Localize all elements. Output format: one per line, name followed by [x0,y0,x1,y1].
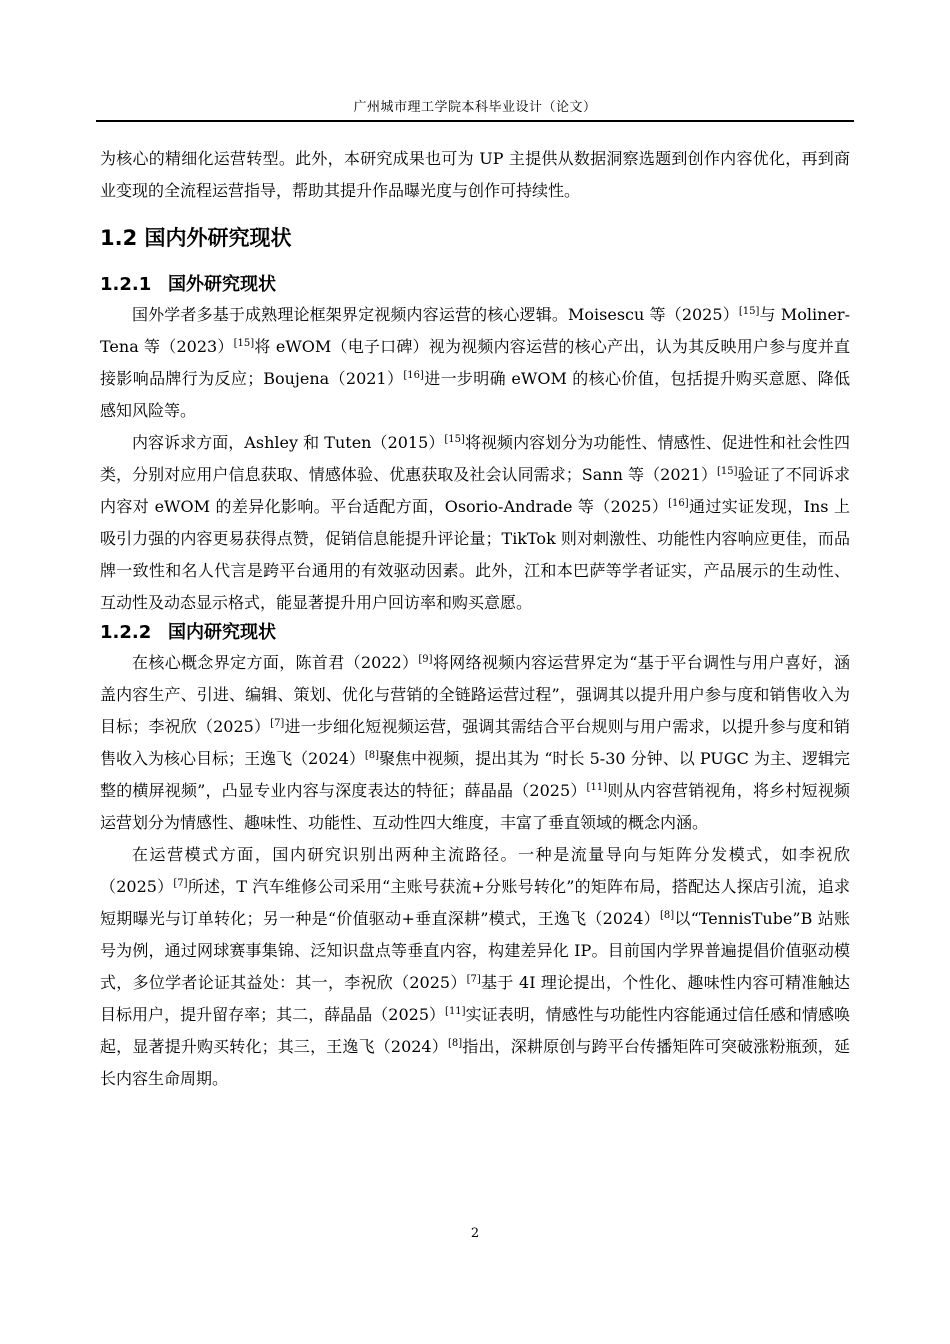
citation: [11] [445,1006,466,1017]
citation: [15] [233,338,255,349]
paragraph-continued: 为核心的精细化运营转型。此外，本研究成果也可为 UP 主提供从数据洞察选题到创作内容优化，再到商业变现的全流程运营指导，帮助其提升作品曝光度与创作可持续性。 [100,149,850,200]
citation: [15] [444,434,465,445]
paragraph-domestic-1: 在核心概念界定方面，陈首君（2022）[9]将网络视频内容运营界定为“基于平台调性与用户喜好，涵盖内容生产、引进、编辑、策划、优化与营销的全链路运营过程”，强调其以提升用户参与度和销售收入为目标；李祝欣（2025）[7]进一步细化短视频运营，强调其需结合平台规则与用户需求，以提升参与度和销售收入为核心目标；王逸飞（2024）[8]聚焦中视频，提出其为 “时长 5-30 分钟、以 PUGC 为主、逻辑完整的横屏视频”，凸显专业内容与深度表达的特征；薛晶晶（2025）[11]则从内容营销视角，将乡村短视频运营划分为情感性、趣味性、功能性、互动性四大维度，丰富了垂直领域的概念内涵。 [100,653,850,832]
running-header: 广州城市理工学院本科毕业设计（论文） [353,100,597,115]
citation: [7] [270,718,285,729]
paragraph-domestic-2: 在运营模式方面，国内研究识别出两种主流路径。一种是流量导向与矩阵分发模式，如李祝欣（2025）[7]所述，T 汽车维修公司采用“主账号获流+分账号转化”的矩阵布局，搭配达人探店引流，追求短期曝光与订单转化；另一种是“价值驱动+垂直深耕”模式，王逸飞（2024）[8]以“TennisTube”B 站账号为例，通过网球赛事集锦、泛知识盘点等垂直内容，构建差异化 IP。目前国内学界普遍提倡价值驱动模式，多位学者论证其益处：其一，李祝欣（2025）[7]基于 4I 理论提出，个性化、趣味性内容可精准触达目标用户，提升留存率；其二，薛晶晶（2025）[11]实证表明，情感性与功能性内容能通过信任感和情感唤起，显著提升购买转化；其三，王逸飞（2024）[8]指出，深耕原创与跨平台传播矩阵可突破涨粉瓶颈，延长内容生命周期。 [100,845,850,1088]
citation: [7] [173,878,188,889]
header-divider [96,120,854,122]
subsection-number: 1.2.2 [100,622,152,643]
main-content [100,143,850,1095]
citation: [8] [659,910,675,921]
page-number: 2 [470,1226,480,1241]
citation: [9] [418,654,433,665]
subsection-number: 1.2.1 [100,274,152,295]
subsection-title: 国外研究现状 [168,274,276,295]
citation: [16] [668,498,689,509]
subsection-heading-1-2-1 [100,271,850,299]
citation: [8] [364,750,380,761]
paragraph-foreign-2: 内容诉求方面，Ashley 和 Tuten（2015）[15]将视频内容划分为功能性、情感性、促进性和社会性四类，分别对应用户信息获取、情感体验、优惠获取及社会认同需求；Sann 等（2021）[15]验证了不同诉求内容对 eWOM 的差异化影响。平台适配方面，Osorio-Andrade 等（2025）[16]通过实证发现，Ins 上吸引力强的内容更易获得点赞，促销信息能提升评论量；TikTok 则对刺激性、功能性内容响应更佳，而品牌一致性和名人代言是跨平台通用的有效驱动因素。此外，江和本巴萨等学者证实，产品展示的生动性、互动性及动态显示格式，能显著提升用户回访率和购买意愿。 [100,433,850,612]
citation: [16] [403,370,424,381]
citation: [7] [466,974,481,985]
subsection-heading-1-2-2 [100,619,850,647]
citation: [15] [717,466,738,477]
section-title: 国内外研究现状 [144,226,292,250]
paragraph-foreign-1: 国外学者多基于成熟理论框架界定视频内容运营的核心逻辑。Moisescu 等（2025）[15]与 Moliner-Tena 等（2023）[15]将 eWOM（电子口碑）视为视频内容运营的核心产出，认为其反映用户参与度并直接影响品牌行为反应；Boujena（2021）[16]进一步明确 eWOM 的核心价值，包括提升购买意愿、降低感知风险等。 [100,305,850,420]
subsection-title: 国内研究现状 [168,622,276,643]
section-heading-1-2 [100,223,850,253]
citation: [11] [586,782,608,793]
section-number: 1.2 [100,226,138,250]
citation: [15] [738,306,760,317]
citation: [8] [447,1038,463,1049]
